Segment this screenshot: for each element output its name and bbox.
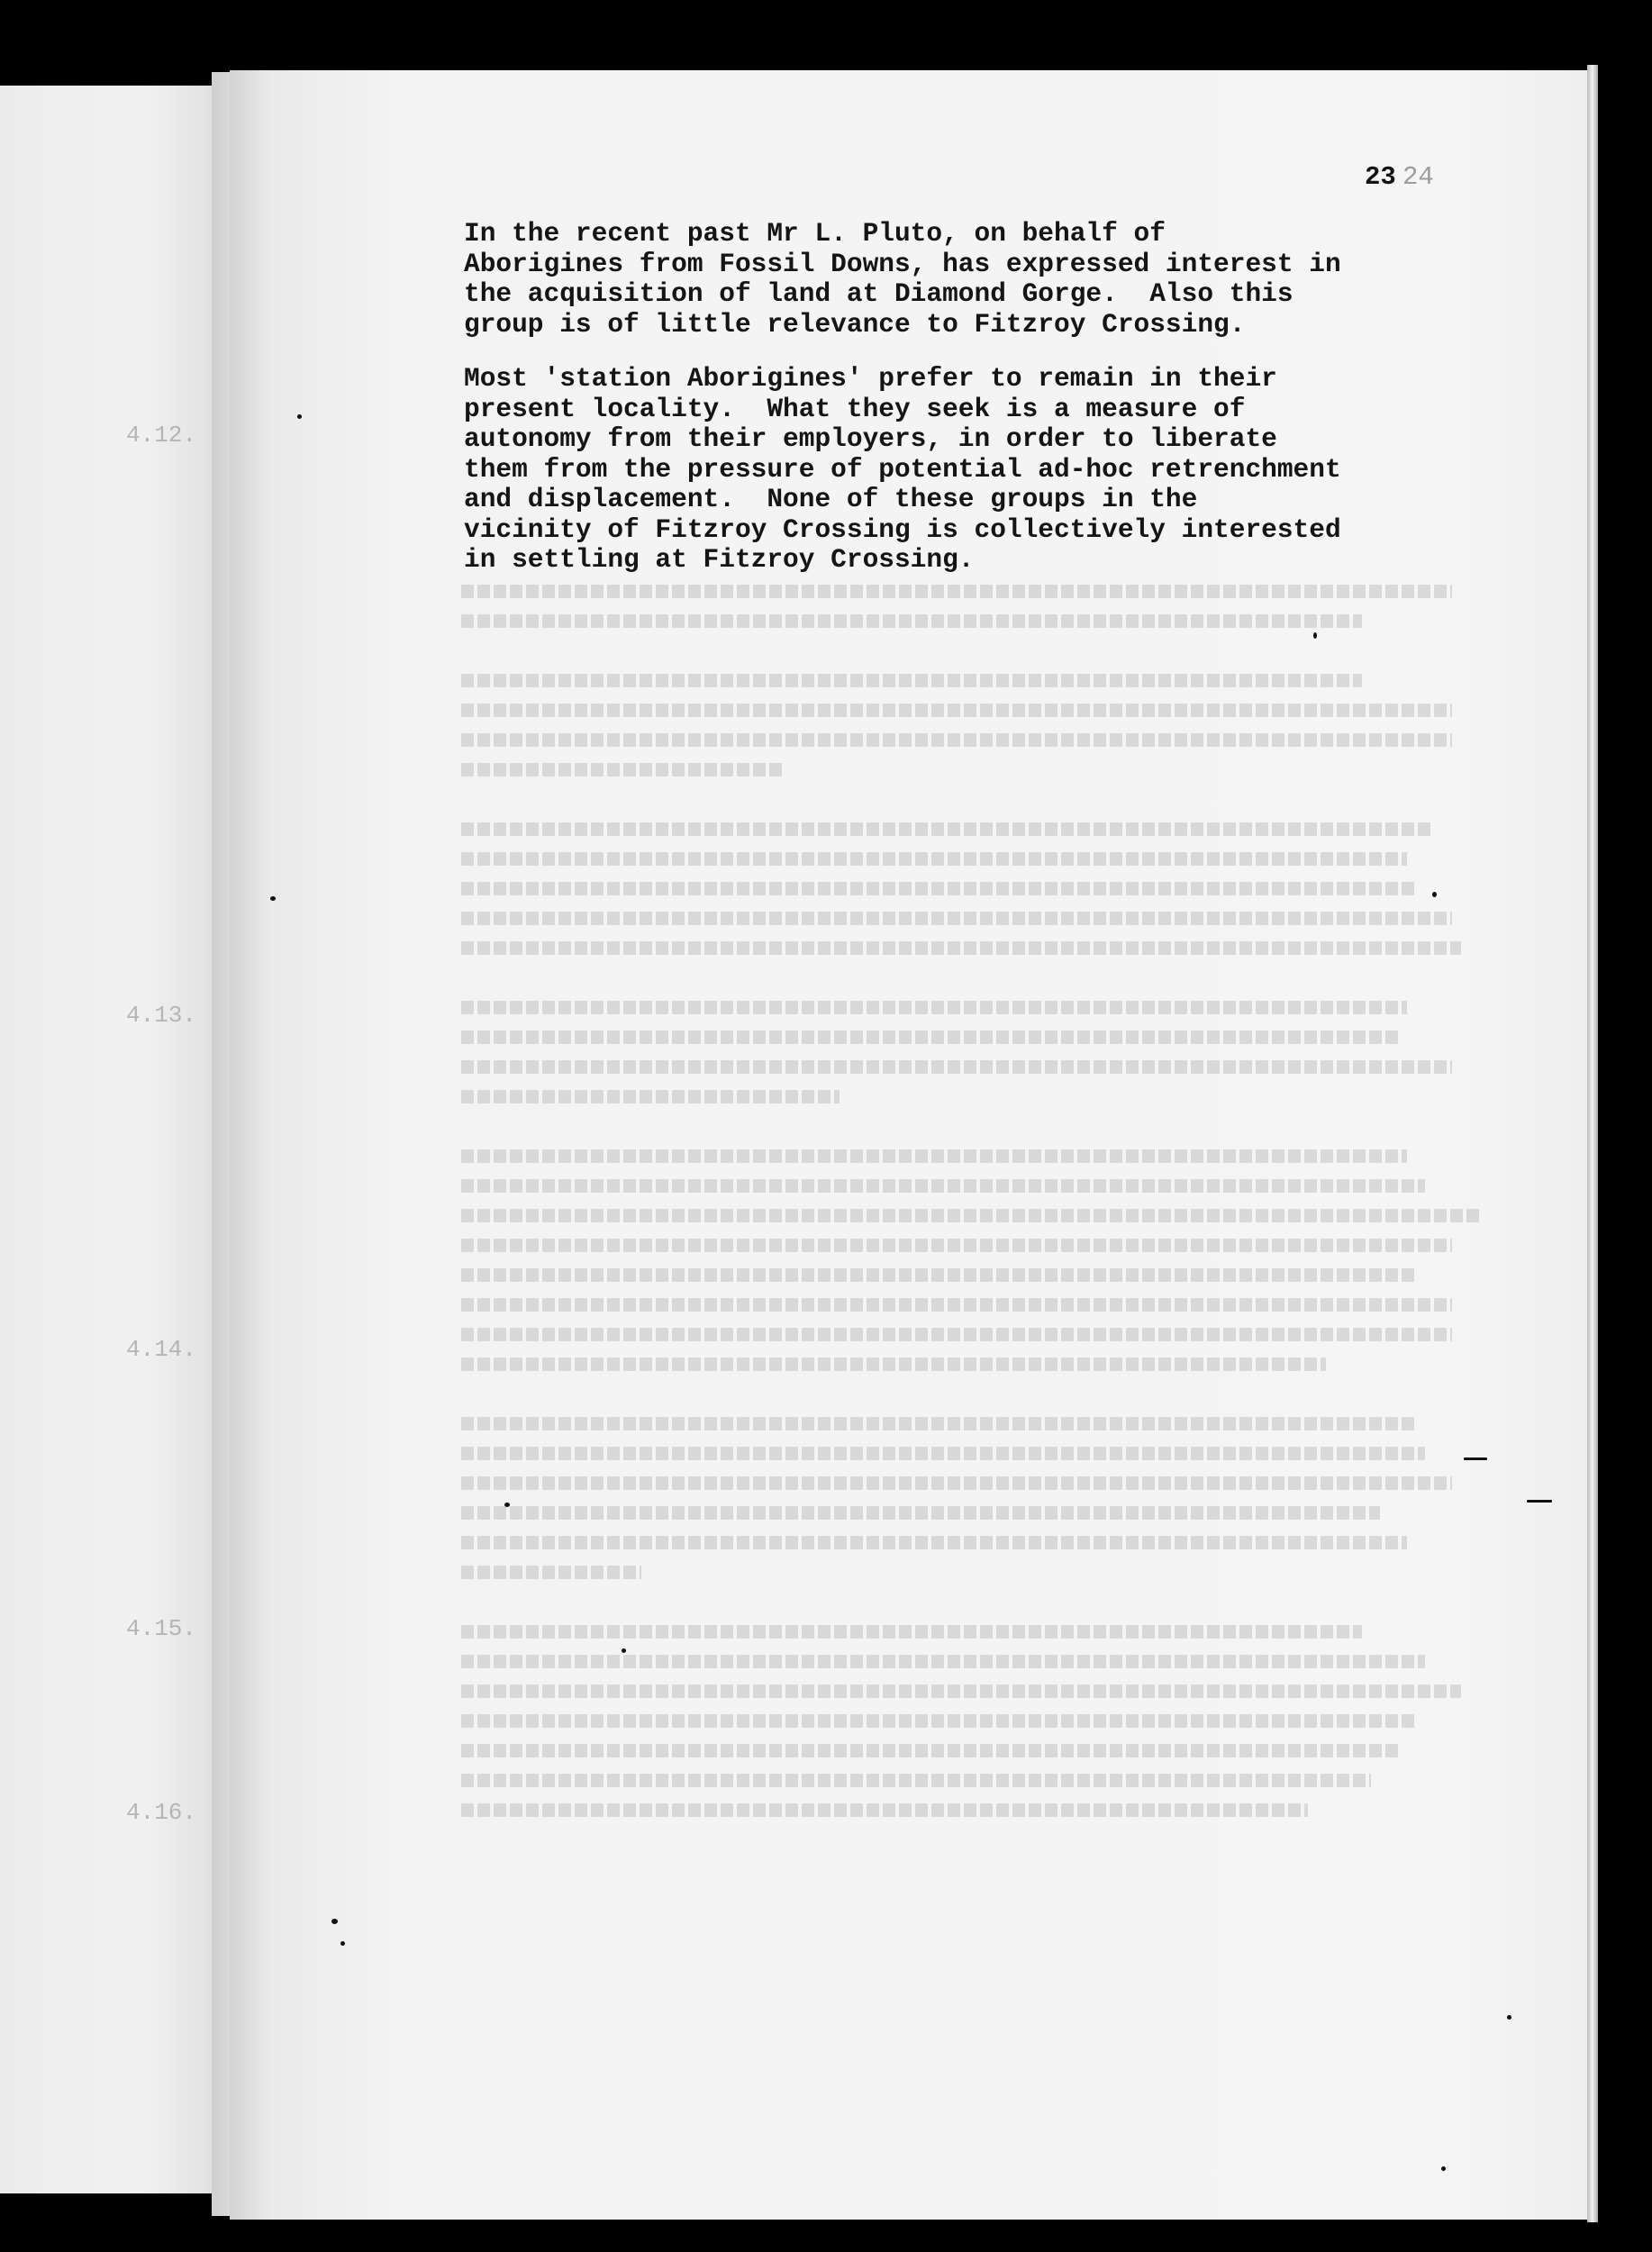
paragraph-line: the acquisition of land at Diamond Gorge. Also this <box>464 278 1293 309</box>
dust-speck <box>297 414 302 419</box>
dust-speck <box>1507 2015 1511 2020</box>
paragraph-line: present locality. What they seek is a measure of <box>464 393 1246 424</box>
dust-speck <box>504 1503 510 1507</box>
facing-page <box>0 86 236 2193</box>
dust-speck <box>340 1941 345 1946</box>
paragraph-2 <box>464 364 1341 576</box>
dust-speck <box>1313 632 1317 639</box>
dust-speck <box>1441 2166 1446 2171</box>
paragraph-line: them from the pressure of potential ad-hoc retrenchment <box>464 453 1341 485</box>
paragraph-line: Most 'station Aborigines' prefer to remain in their <box>464 363 1277 394</box>
paragraph-line: autonomy from their employers, in order to liberate <box>464 423 1277 454</box>
dust-speck <box>622 1648 626 1653</box>
dust-speck <box>331 1919 338 1924</box>
paragraph-line: group is of little relevance to Fitzroy Crossing. <box>464 308 1246 340</box>
dust-speck <box>270 896 276 901</box>
margin-number: 4.13. <box>126 1002 197 1029</box>
paragraph-line: vicinity of Fitzroy Crossing is collectively interested <box>464 513 1341 545</box>
paragraph-1 <box>464 219 1341 340</box>
margin-number: 4.12. <box>126 422 197 449</box>
paragraph-line: and displacement. None of these groups in the <box>464 484 1198 514</box>
margin-number: 4.14. <box>126 1336 197 1363</box>
margin-number: 4.16. <box>126 1799 197 1826</box>
margin-number: 4.15. <box>126 1615 197 1642</box>
paragraph-line: In the recent past Mr L. Pluto, on behalf of <box>464 218 1166 249</box>
page-number: 23 <box>1365 162 1396 192</box>
dust-speck <box>1432 892 1437 897</box>
paragraph-line: in settling at Fitzroy Crossing. <box>464 544 975 575</box>
dust-speck <box>1527 1500 1552 1503</box>
bleed-through-page-number: 24 <box>1402 162 1434 192</box>
page-edge <box>1587 65 1598 2222</box>
dust-speck <box>1464 1457 1487 1460</box>
paragraph-line: Aborigines from Fossil Downs, has expressed interest in <box>464 248 1341 279</box>
bleed-through-text <box>461 577 1488 1825</box>
